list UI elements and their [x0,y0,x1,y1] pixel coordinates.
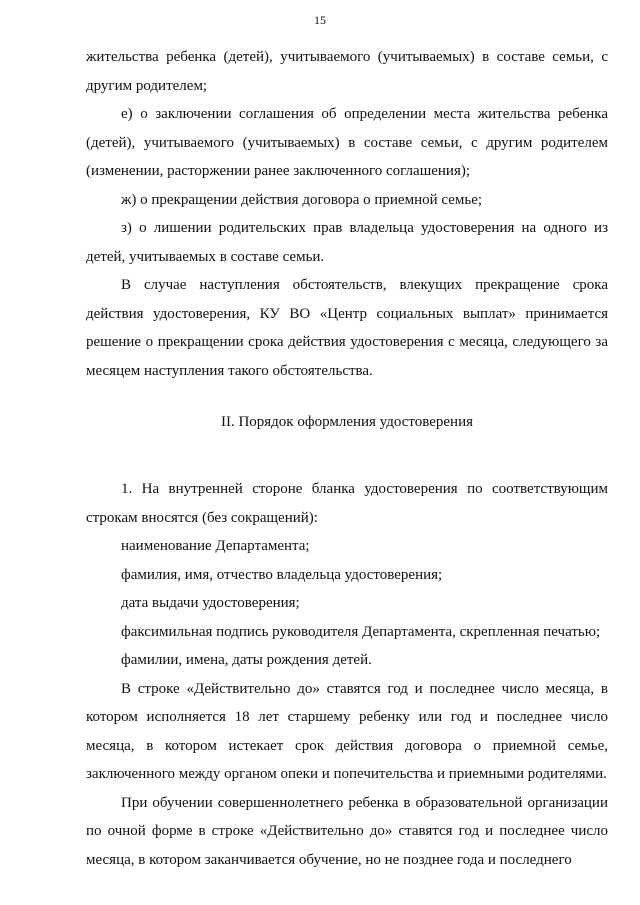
paragraph-item-e: е) о заключении соглашения об определении места жительства ребенка (детей), учитываемого (учитываемых) в составе семьи, с другим родителем (изменении, расторжении ранее заключенного соглашения); [86,106,608,179]
paragraph-termination-decision: В случае наступления обстоятельств, влекущих прекращение срока действия удостоверения, КУ ВО «Центр социальных выплат» принимается решение о прекращении срока действия удостоверения с месяца, следующего за месяцем наступления такого обстоятельства. [86,277,608,379]
document-body [86,0,608,874]
paragraph-item-zh: ж) о прекращении действия договора о приемной семье; [121,191,483,208]
paragraph-continuation: жительства ребенка (детей), учитываемого (учитываемых) в составе семьи, с другим родителем; [86,49,608,94]
paragraph-item-z: з) о лишении родительских прав владельца удостоверения на одного из детей, учитываемых в составе семьи. [86,220,608,265]
page-number: 15 [314,13,326,27]
section-heading: II. Порядок оформления удостоверения [220,414,474,430]
paragraph-full-time-education: При обучении совершеннолетнего ребенка в образовательной организации по очной форме в строке «Действительно до» ставятся год и последнее число месяца, в котором заканчивается обучение, но не позднее года и последнего [86,794,608,868]
paragraph-valid-until: В строке «Действительно до» ставятся год и последнее число месяца, в котором исполняется 18 лет старшему ребенку или год и последнее число месяца, в котором истекает срок действия договора о приемной семье, заключенного между органом опеки и попечительства и приемными родителями. [86,680,608,782]
section-intro-paragraph: 1. На внутренней стороне бланка удостоверения по соответствующим строкам вносятся (без сокращений): [86,481,608,526]
list-item: фамилии, имена, даты рождения детей. [121,652,372,668]
list-item: дата выдачи удостоверения; [121,595,300,611]
list-item: фамилия, имя, отчество владельца удостоверения; [121,566,443,583]
list-item: факсимильная подпись руководителя Департамента, скрепленная печатью; [121,623,601,640]
list-item: наименование Департамента; [121,538,310,554]
